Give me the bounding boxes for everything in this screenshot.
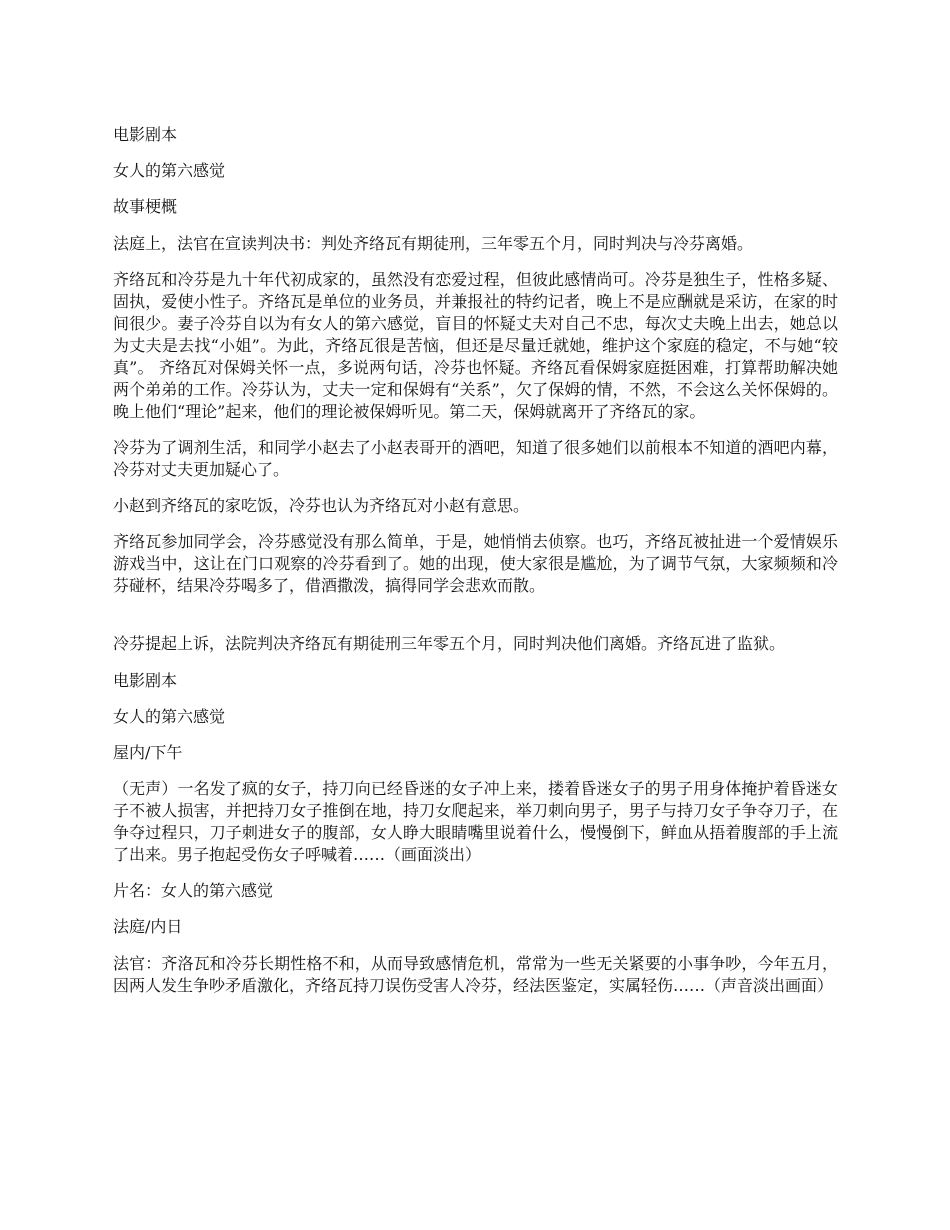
synopsis-paragraph: 冷芬提起上诉，法院判决齐络瓦有期徒刑三年零五个月，同时判决他们离婚。齐络瓦进了监狱。 bbox=[113, 634, 786, 654]
synopsis-heading: 故事梗概 bbox=[113, 197, 178, 217]
document-page bbox=[113, 124, 838, 1011]
synopsis-paragraph: 齐络瓦和冷芬是九十年代初成家的，虽然没有恋爱过程，但彼此感情尚可。冷芬是独生子，性格多疑、固执，爱使小性子。齐络瓦是单位的业务员，并兼报社的特约记者，晚上不是应酬就是采访，在家的时间很少。妻子冷芬自以为有女人的第六感觉，盲目的怀疑丈夫对自己不忠，每次丈夫晚上出去，她总以为丈夫是去找“小姐”。为此，齐络瓦很是苦恼，但还是尽量迁就她，维护这个家庭的稳定，不与她“较真”。 齐络瓦对保姆关怀一点，多说两句话，冷芬也怀疑。齐络瓦看保姆家庭挺困难，打算帮助解决她两个弟弟的工作。冷芬认为，丈夫一定和保姆有“关系”，欠了保姆的情，不然，不会这么关怀保姆的。晚上他们“理论”起来，他们的理论被保姆听见。第二天，保姆就离开了齐络瓦的家。 bbox=[113, 269, 838, 421]
title-card: 片名：女人的第六感觉 bbox=[113, 881, 274, 901]
film-title: 女人的第六感觉 bbox=[113, 161, 226, 181]
scene-heading: 屋内/下午 bbox=[113, 742, 183, 762]
scene-heading: 法庭/内日 bbox=[113, 917, 183, 937]
screenplay-label: 电影剧本 bbox=[113, 125, 178, 144]
synopsis-paragraph: 法庭上，法官在宣读判决书：判处齐络瓦有期徒刑，三年零五个月，同时判决与冷芬离婚。 bbox=[113, 233, 754, 253]
synopsis-paragraph: 小赵到齐络瓦的家吃饭，冷芬也认为齐络瓦对小赵有意思。 bbox=[113, 496, 530, 516]
synopsis-paragraph: 齐络瓦参加同学会，冷芬感觉没有那么简单，于是，她悄悄去侦察。也巧，齐络瓦被扯进一个爱情娱乐游戏当中，这让在门口观察的冷芬看到了。她的出现，使大家很是尴尬，为了调节气氛，大家频频和冷芬碰杯，结果冷芬喝多了，借酒撒泼，搞得同学会悲欢而散。 bbox=[113, 532, 838, 596]
screenplay-label: 电影剧本 bbox=[113, 670, 178, 690]
dialogue-paragraph: 法官：齐洛瓦和冷芬长期性格不和，从而导致感情危机，常常为一些无关紧要的小事争吵，今年五月，因两人发生争吵矛盾激化，齐络瓦持刀误伤受害人冷芬，经法医鉴定，实属轻伤‥‥‥（声音淡出画面） bbox=[113, 953, 838, 995]
film-title: 女人的第六感觉 bbox=[113, 706, 226, 726]
synopsis-paragraph: 冷芬为了调剂生活，和同学小赵去了小赵表哥开的酒吧，知道了很多她们以前根本不知道的酒吧内幕，冷芬对丈夫更加疑心了。 bbox=[113, 437, 838, 479]
scene-description: （无声）一名发了疯的女子，持刀向已经昏迷的女子冲上来，搂着昏迷女子的男子用身体掩护着昏迷女子不被人损害，并把持刀女子推倒在地，持刀女爬起来，举刀刺向男子，男子与持刀女子争夺刀子，在争夺过程只，刀子刺进女子的腹部，女人睁大眼睛嘴里说着什么，慢慢倒下，鲜血从捂着腹部的手上流了出来。男子抱起受伤女子呼喊着‥‥‥（画面淡出） bbox=[113, 779, 838, 865]
